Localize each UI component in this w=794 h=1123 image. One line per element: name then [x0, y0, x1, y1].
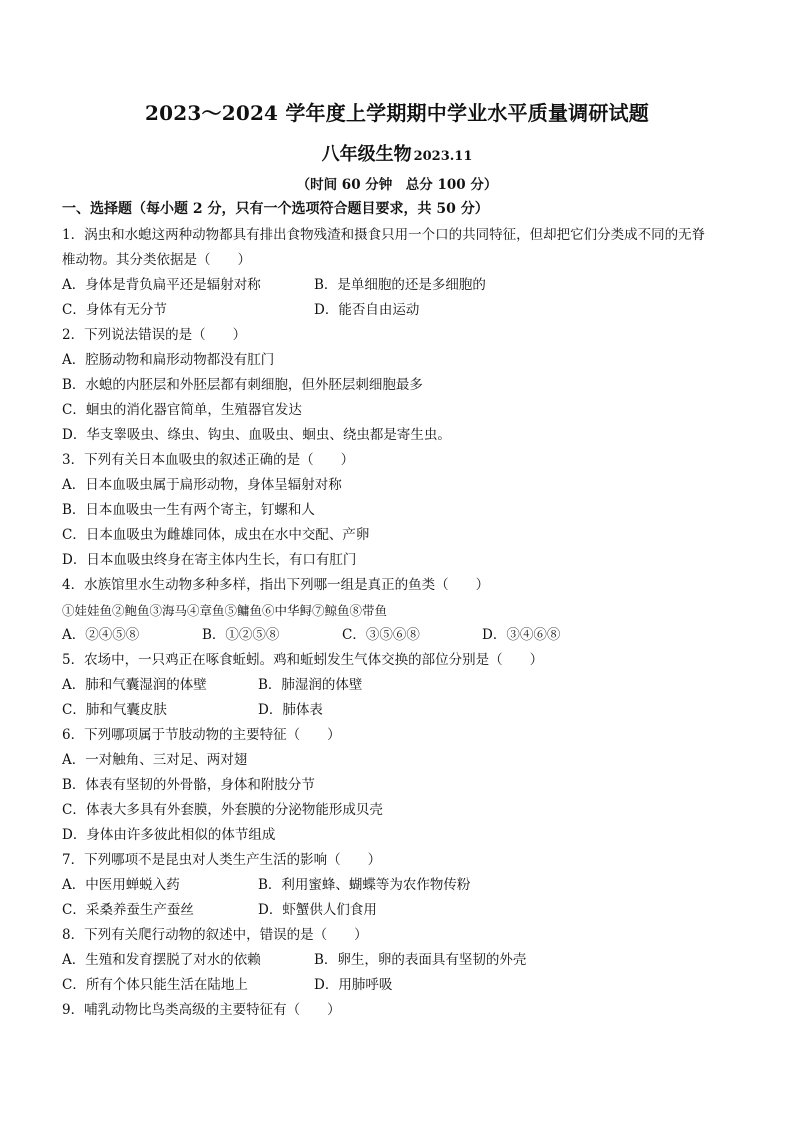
- option-d: D．身体由许多彼此相似的体节组成: [62, 827, 276, 843]
- section-heading: 一、选择题（每小题 2 分，只有一个选项符合题目要求，共 50 分）: [62, 201, 489, 217]
- option-b: B．肺湿润的体壁: [258, 677, 363, 693]
- option-d: D．虾蟹供人们食用: [258, 902, 377, 918]
- option-c: C．蛔虫的消化器官简单，生殖器官发达: [62, 402, 302, 418]
- exam-date: 2023.11: [413, 149, 473, 164]
- option-b: B．利用蜜蜂、蝴蝶等为农作物传粉: [258, 877, 471, 893]
- question-list: [62, 223, 742, 1023]
- exam-title: 2023～2024 学年度上学期期中学业水平质量调研试题: [145, 101, 649, 125]
- question-stem: 7．下列哪项不是昆虫对人类生产生活的影响（ ）: [62, 852, 382, 868]
- option-a: A．身体是背负扁平还是辐射对称: [62, 277, 261, 293]
- option-b: B．体表有坚韧的外骨骼，身体和附肢分节: [62, 777, 315, 793]
- option-c: C．所有个体只能生活在陆地上: [62, 977, 248, 993]
- option-c: C．体表大多具有外套膜，外套膜的分泌物能形成贝壳: [62, 802, 383, 818]
- option-a: A．肺和气囊湿润的体壁: [62, 677, 207, 693]
- option-a: A．日本血吸虫属于扁形动物，身体呈辐射对称: [62, 477, 342, 493]
- subject-name: 八年级生物: [321, 144, 412, 165]
- option-a: A．中医用蝉蜕入药: [62, 877, 180, 893]
- question-6: [62, 723, 742, 848]
- option-b: B．①②⑤⑧: [202, 627, 280, 643]
- question-8: [62, 923, 742, 998]
- question-stem: 6．下列哪项属于节肢动物的主要特征（ ）: [62, 727, 341, 743]
- option-c: C．日本血吸虫为雌雄同体，成虫在水中交配、产卵: [62, 527, 370, 543]
- question-1: [62, 223, 742, 323]
- option-c: C．采桑养蚕生产蚕丝: [62, 902, 194, 918]
- option-d: D．用肺呼吸: [314, 977, 393, 993]
- question-9: [62, 998, 742, 1023]
- option-c: C．肺和气囊皮肤: [62, 702, 167, 718]
- option-b: B．是单细胞的还是多细胞的: [314, 277, 486, 293]
- question-stem: 9．哺乳动物比鸟类高级的主要特征有（ ）: [62, 1002, 341, 1018]
- question-3: [62, 448, 742, 573]
- option-d: D．③④⑥⑧: [482, 627, 561, 643]
- option-d: D．日本血吸虫终身在寄主体内生长，有口有肛门: [62, 552, 357, 568]
- question-stem: 8．下列有关爬行动物的叙述中，错误的是（ ）: [62, 927, 368, 943]
- option-b: B．水螅的内胚层和外胚层都有刺细胞，但外胚层刺细胞最多: [62, 377, 423, 393]
- question-stem: 5．农场中，一只鸡正在啄食蚯蚓。鸡和蚯蚓发生气体交换的部位分别是（ ）: [62, 652, 544, 668]
- option-c: C．身体有无分节: [62, 302, 167, 318]
- option-a: A．一对触角、三对足、两对翅: [62, 752, 248, 768]
- option-a: A．②④⑤⑧: [62, 627, 140, 643]
- option-d: D．肺体表: [258, 702, 323, 718]
- animal-list: ①娃娃鱼②鲍鱼③海马④章鱼⑤鳙鱼⑥中华鲟⑦鲸鱼⑧带鱼: [62, 603, 388, 618]
- option-d: D．能否自由运动: [314, 302, 420, 318]
- option-c: C．③⑤⑥⑧: [342, 627, 420, 643]
- question-stem: 3．下列有关日本血吸虫的叙述正确的是（ ）: [62, 452, 355, 468]
- option-a: A．生殖和发育摆脱了对水的依赖: [62, 952, 261, 968]
- question-stem: 2．下列说法错误的是（ ）: [62, 327, 247, 343]
- option-d: D．华支睾吸虫、绦虫、钩虫、血吸虫、蛔虫、绕虫都是寄生虫。: [62, 427, 451, 443]
- time-and-score: （时间 60 分钟 总分 100 分）: [296, 177, 498, 193]
- option-b: B．日本血吸虫一生有两个寄主，钉螺和人: [62, 502, 315, 518]
- question-5: [62, 648, 742, 723]
- exam-subtitle: [0, 140, 794, 166]
- option-b: B．卵生，卵的表面具有坚韧的外壳: [314, 952, 527, 968]
- question-7: [62, 848, 742, 923]
- question-stem: 椎动物。其分类依据是（ ）: [62, 252, 251, 268]
- question-stem: 4．水族馆里水生动物多种多样，指出下列哪一组是真正的鱼类（ ）: [62, 577, 490, 593]
- option-a: A．腔肠动物和扁形动物都没有肛门: [62, 352, 275, 368]
- question-2: [62, 323, 742, 448]
- question-4: [62, 573, 742, 648]
- question-stem: 1．涡虫和水螅这两种动物都具有排出食物残渣和摄食只用一个口的共同特征，但却把它们分类成不同的无脊: [62, 227, 706, 243]
